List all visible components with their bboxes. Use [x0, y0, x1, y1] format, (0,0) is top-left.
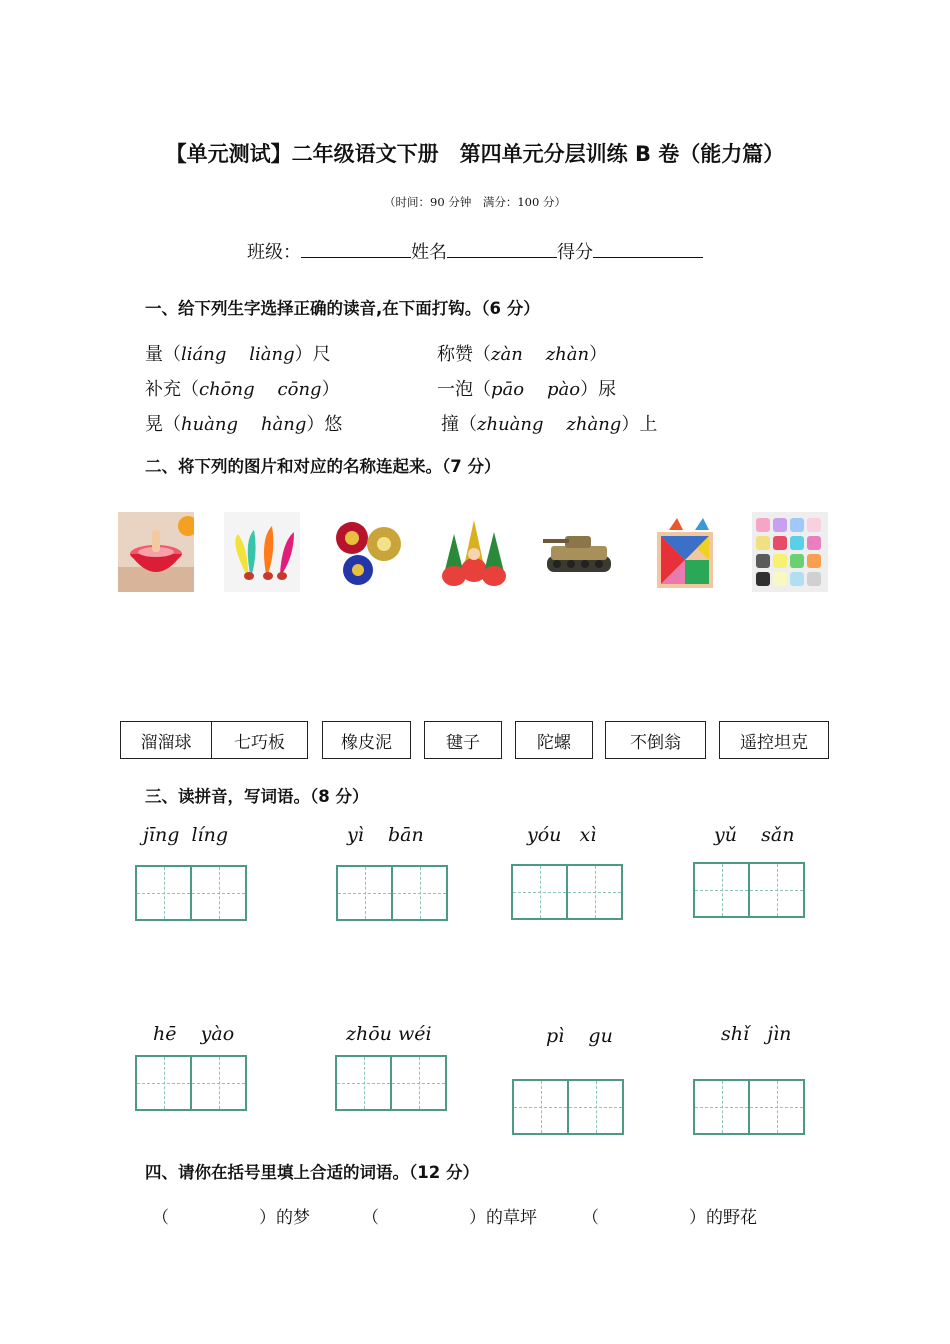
option-b[interactable]: liàng — [249, 344, 295, 365]
option-b[interactable]: hàng — [260, 414, 307, 435]
grid-cell[interactable] — [514, 1081, 567, 1133]
name-blank[interactable] — [447, 239, 557, 258]
grid-cell[interactable] — [567, 1081, 622, 1133]
label-yoyo[interactable]: 溜溜球 — [120, 721, 212, 759]
grid-cell[interactable] — [695, 1081, 748, 1133]
option-a[interactable]: liáng — [181, 344, 227, 365]
pinyin-word-1: jīng líng — [143, 824, 229, 846]
option-a[interactable]: huàng — [181, 414, 239, 435]
label-spinning-top[interactable]: 陀螺 — [515, 721, 593, 759]
section-2-heading: 二、将下列的图片和对应的名称连起来。（7 分） — [145, 457, 501, 476]
label-roly-poly[interactable]: 不倒翁 — [605, 721, 706, 759]
writing-grid-5[interactable] — [135, 1055, 247, 1111]
pinyin-word-7: pì gu — [546, 1025, 613, 1047]
section-3-heading: 三、读拼音，写词语。（8 分） — [145, 787, 369, 806]
exam-meta: （时间：90 分钟 满分：100 分） — [384, 195, 566, 209]
grid-cell[interactable] — [337, 1057, 390, 1109]
pinyin-choice-6: 撞（zhuàng zhàng）上 — [441, 414, 658, 435]
grid-cell[interactable] — [748, 864, 803, 916]
grid-cell[interactable] — [390, 1057, 445, 1109]
grid-cell[interactable] — [137, 867, 190, 919]
score-label: 得分 — [557, 242, 593, 263]
name-label: 姓名 — [411, 242, 447, 263]
grid-cell[interactable] — [566, 866, 621, 918]
pinyin-word-8: shǐ jìn — [721, 1023, 792, 1045]
fill-blank-1: （ ）的梦 — [152, 1208, 310, 1228]
option-b[interactable]: pào — [546, 379, 581, 400]
grid-cell[interactable] — [190, 1057, 245, 1109]
score-blank[interactable] — [593, 239, 703, 258]
writing-grid-1[interactable] — [135, 865, 247, 921]
section-1-heading: 一、给下列生字选择正确的读音,在下面打钩。（6 分） — [145, 299, 540, 318]
grid-cell[interactable] — [137, 1057, 190, 1109]
option-b[interactable]: cōng — [277, 379, 322, 400]
writing-grid-3[interactable] — [511, 864, 623, 920]
class-blank[interactable] — [301, 239, 411, 258]
fill-blank-3: （ ）的野花 — [582, 1208, 757, 1228]
pinyin-choice-1: 量（liáng liàng）尺 — [145, 344, 331, 365]
pinyin-word-6: zhōu wéi — [346, 1023, 432, 1045]
writing-grid-4[interactable] — [693, 862, 805, 918]
label-tangram[interactable]: 七巧板 — [211, 721, 308, 759]
option-a[interactable]: chōng — [199, 379, 255, 400]
grid-cell[interactable] — [338, 867, 391, 919]
writing-grid-7[interactable] — [512, 1079, 624, 1135]
tangram-picture — [647, 512, 723, 592]
shuttlecock-picture — [224, 512, 300, 592]
plasticine-picture — [752, 512, 828, 592]
grid-cell[interactable] — [391, 867, 446, 919]
pinyin-choice-2: 称赞（zàn zhàn） — [437, 344, 608, 365]
roly-poly-picture — [436, 512, 512, 592]
tank-picture — [541, 512, 617, 592]
section-4-heading: 四、请你在括号里填上合适的词语。（12 分） — [145, 1163, 479, 1182]
pinyin-word-4: yǔ sǎn — [714, 824, 795, 846]
option-b[interactable]: zhàn — [545, 344, 590, 365]
grid-cell[interactable] — [695, 864, 748, 916]
label-plasticine[interactable]: 橡皮泥 — [322, 721, 411, 759]
writing-grid-6[interactable] — [335, 1055, 447, 1111]
class-label: 班级： — [247, 242, 301, 263]
grid-cell[interactable] — [748, 1081, 803, 1133]
fill-blank-2: （ ）的草坪 — [362, 1208, 537, 1228]
pinyin-choice-4: 一泡（pāo pào）尿 — [437, 379, 617, 400]
student-info-line — [0, 238, 950, 264]
grid-cell[interactable] — [513, 866, 566, 918]
writing-grid-2[interactable] — [336, 865, 448, 921]
spinning-top-picture — [118, 512, 194, 592]
option-a[interactable]: zàn — [491, 344, 523, 365]
yoyo-picture — [330, 512, 406, 592]
writing-grid-8[interactable] — [693, 1079, 805, 1135]
pinyin-word-2: yì bān — [347, 824, 424, 846]
pinyin-word-5: hē yào — [153, 1023, 235, 1045]
page-title: 【单元测试】二年级语文下册 第四单元分层训练 B 卷（能力篇） — [165, 142, 785, 166]
pinyin-choice-5: 晃（huàng hàng）悠 — [145, 414, 343, 435]
pinyin-word-3: yóu xì — [527, 824, 597, 846]
label-shuttlecock[interactable]: 毽子 — [424, 721, 502, 759]
grid-cell[interactable] — [190, 867, 245, 919]
option-b[interactable]: zhàng — [566, 414, 622, 435]
option-a[interactable]: zhuàng — [477, 414, 544, 435]
pinyin-choice-3: 补充（chōng cōng） — [145, 379, 340, 400]
label-remote-tank[interactable]: 遥控坦克 — [719, 721, 829, 759]
option-a[interactable]: pāo — [491, 379, 525, 400]
